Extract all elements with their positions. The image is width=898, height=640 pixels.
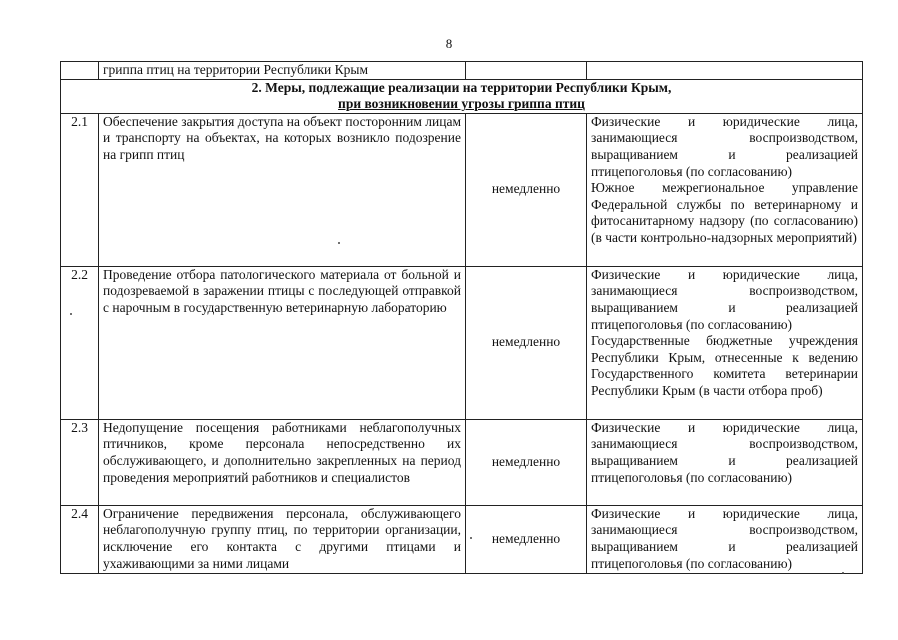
section-header-row xyxy=(61,79,863,113)
section-heading-line-2: при возникновении угрозы гриппа птиц xyxy=(338,96,585,112)
measure-text: Ограничение передвижения персонала, обслуживающего неблагополучную группу птиц, по территории организации, исключение его контакта с другими птицами и ухаживающими за ними лицами xyxy=(99,505,466,573)
executors-cell xyxy=(587,266,863,419)
executor-text: Южное межрегиональное управление Федеральной службы по ветеринарному и фитосанитарному надзору (по согласованию) (в части контрольно-надзорных мероприятий) xyxy=(591,180,858,245)
measure-text: Проведение отбора патологического материала от больной и подозреваемой в заражении птицы с последующей отправкой с нарочным в государственную ветеринарную лабораторию xyxy=(99,266,466,419)
executor-text: Физические и юридические лица, занимающиеся воспроизводством, выращиванием и реализацией птицепоголовья (по согласованию) xyxy=(591,419,858,485)
executor-text: Физические и юридические лица, занимающиеся воспроизводством, выращиванием и реализацией птицепоголовья (по согласованию) xyxy=(591,266,858,332)
scan-speck xyxy=(70,313,72,315)
measure-text: Недопущение посещения работниками неблагополучных птичников, кроме персонала непосредственно их обслуживающего, и дополнительно закрепленных на период проведения мероприятий работников и специалистов xyxy=(99,419,466,505)
table-row xyxy=(61,505,863,573)
measure-text: Обеспечение закрытия доступа на объект посторонним лицам и транспорту на объектах, на которых возникло подозрение на грипп птиц xyxy=(99,113,466,266)
term-text: немедленно xyxy=(466,505,587,573)
executors-cell xyxy=(587,505,863,573)
page-number: 8 xyxy=(445,36,453,51)
term-text: немедленно xyxy=(466,419,587,505)
cell-exec-empty xyxy=(587,62,863,80)
section-heading-line-1: 2. Меры, подлежащие реализации на территории Республики Крым, xyxy=(251,79,672,95)
row-number: 2.3 xyxy=(61,419,99,505)
executor-text: Государственные бюджетные учреждения Республики Крым, отнесенные к ведению Государственного комитета ветеринарии Республики Крым (в части отбора проб) xyxy=(591,333,858,398)
table-row-continuation xyxy=(61,62,863,80)
scan-speck xyxy=(338,242,340,244)
table-row xyxy=(61,419,863,505)
row-number: 2.4 xyxy=(61,505,99,573)
executors-cell xyxy=(587,419,863,505)
table-row xyxy=(61,113,863,266)
cell-term-empty xyxy=(466,62,587,80)
executors-cell xyxy=(587,113,863,266)
table-row xyxy=(61,266,863,419)
scan-speck xyxy=(842,572,844,574)
scan-speck xyxy=(470,537,472,539)
section-heading xyxy=(61,79,863,113)
row-number: 2.2 xyxy=(61,266,99,419)
executor-text: Физические и юридические лица, занимающиеся воспроизводством, выращиванием и реализацией птицепоголовья (по согласованию) xyxy=(591,505,858,571)
cell-measure-continuation: гриппа птиц на территории Республики Крым xyxy=(99,62,466,80)
term-text: немедленно xyxy=(466,113,587,266)
executor-text: Физические и юридические лица, занимающиеся воспроизводством, выращиванием и реализацией птицепоголовья (по согласованию) xyxy=(591,113,858,179)
term-text: немедленно xyxy=(466,266,587,419)
row-number: 2.1 xyxy=(61,113,99,266)
measures-table xyxy=(60,61,863,574)
cell-num-empty xyxy=(61,62,99,80)
